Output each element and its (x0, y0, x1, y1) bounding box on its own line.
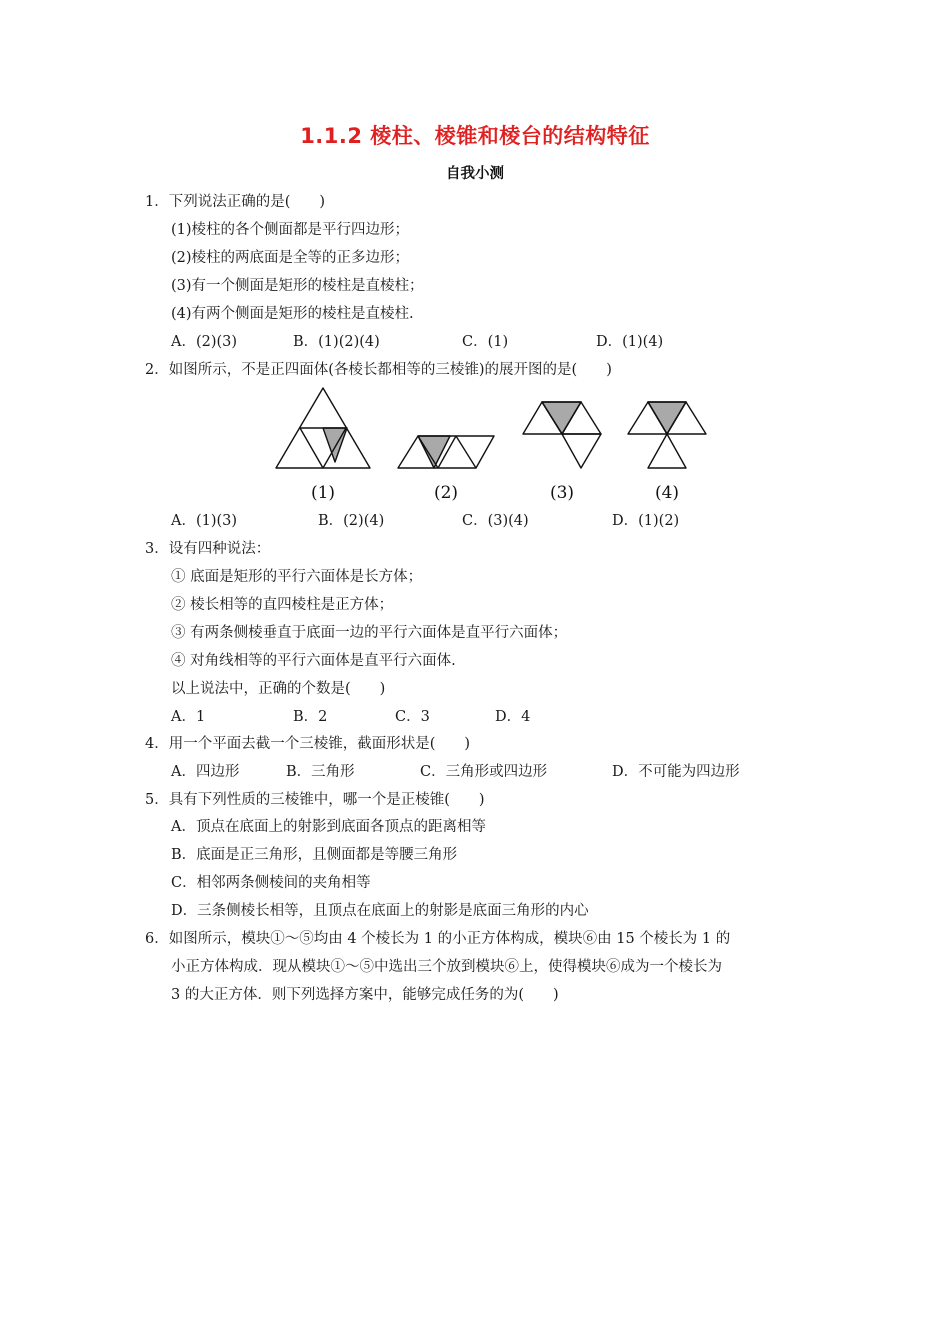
net-3-shaded-face (542, 402, 581, 434)
q5-option-d: D．三条侧棱长相等，且顶点在底面上的射影是底面三角形的内心 (171, 903, 589, 919)
nets-svg (270, 386, 720, 506)
q4-option-d: D．不可能为四边形 (612, 764, 740, 780)
net-1-label: (1) (310, 483, 336, 503)
net-2 (398, 436, 494, 468)
q3-prompt: 以上说法中，正确的个数是( ) (171, 681, 386, 697)
q1-item-4: (4)有两个侧面是矩形的棱柱是直棱柱. (171, 306, 414, 322)
net-1 (276, 388, 370, 468)
net-4-shaded-face (648, 402, 686, 434)
q3-item-2: ② 棱长相等的直四棱柱是正方体； (171, 597, 394, 613)
q3-option-c: C．3 (395, 709, 430, 725)
q1-option-d: D．(1)(4) (596, 334, 664, 350)
q4-option-b: B．三角形 (286, 764, 355, 780)
page-title: 1.1.2 棱柱、棱锥和棱台的结构特征 (300, 124, 650, 148)
q5-option-c: C．相邻两条侧棱间的夹角相等 (171, 875, 371, 891)
q6-line-1: 6．如图所示，模块①～⑤均由 4 个棱长为 1 的小正方体构成，模块⑥由 15 个棱长为 1 的 (145, 931, 731, 947)
net-3 (523, 402, 601, 468)
q3-item-3: ③ 有两条侧棱垂直于底面一边的平行六面体是直平行六面体； (171, 625, 568, 641)
q1-stem: 1．下列说法正确的是( ) (145, 194, 326, 210)
section-subtitle: 自我小测 (446, 166, 504, 182)
q4-option-a: A．四边形 (171, 764, 240, 780)
q2-option-b: B．(2)(4) (318, 513, 385, 529)
q2-option-c: C．(3)(4) (462, 513, 529, 529)
net-2-label: (2) (433, 483, 459, 503)
net-4 (628, 402, 706, 468)
q6-line-3: 3 的大正方体．则下列选择方案中，能够完成任务的为( ) (171, 987, 559, 1003)
net-4-label: (4) (654, 483, 680, 503)
q3-option-b: B．2 (293, 709, 328, 725)
q4-stem: 4．用一个平面去截一个三棱锥，截面形状是( ) (145, 736, 471, 752)
net-2-shaded-face (418, 436, 450, 468)
q3-item-1: ① 底面是矩形的平行六面体是长方体； (171, 569, 423, 585)
q2-option-d: D．(1)(2) (612, 513, 680, 529)
q1-option-c: C．(1) (462, 334, 509, 350)
q3-option-a: A．1 (171, 709, 206, 725)
q5-option-a: A．顶点在底面上的射影到底面各顶点的距离相等 (171, 819, 486, 835)
q1-option-b: B．(1)(2)(4) (293, 334, 380, 350)
q1-item-2: (2)棱柱的两底面是全等的正多边形； (171, 250, 410, 266)
q3-stem: 3．设有四种说法： (145, 541, 271, 557)
q1-item-3: (3)有一个侧面是矩形的棱柱是直棱柱； (171, 278, 424, 294)
q4-option-c: C．三角形或四边形 (420, 764, 548, 780)
q2-stem: 2．如图所示，不是正四面体(各棱长都相等的三棱锥)的展开图的是( ) (145, 362, 612, 378)
q2-option-a: A．(1)(3) (171, 513, 238, 529)
q3-item-4: ④ 对角线相等的平行六面体是直平行六面体. (171, 653, 456, 669)
q1-option-a: A．(2)(3) (171, 334, 238, 350)
net-3-label: (3) (549, 483, 575, 503)
q3-option-d: D．4 (495, 709, 531, 725)
q5-stem: 5．具有下列性质的三棱锥中，哪一个是正棱锥( ) (145, 792, 485, 808)
q5-option-b: B．底面是正三角形，且侧面都是等腰三角形 (171, 847, 458, 863)
q1-item-1: (1)棱柱的各个侧面都是平行四边形； (171, 222, 410, 238)
q6-line-2: 小正方体构成．现从模块①～⑤中选出三个放到模块⑥上，使得模块⑥成为一个棱长为 (171, 959, 722, 975)
tetrahedron-nets-figure (270, 386, 720, 506)
